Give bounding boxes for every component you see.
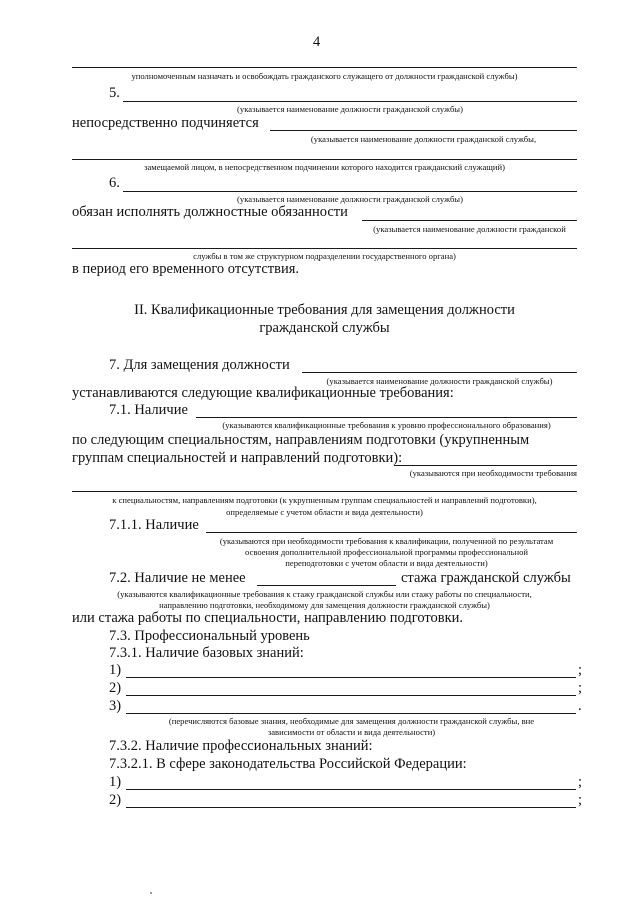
paragraph-text: 7.3.1. Наличие базовых знаний: <box>109 645 304 661</box>
paragraph-text: или стажа работы по специальности, направлению подготовки. <box>72 610 464 626</box>
field-caption: определяемые с учетом области и вида деятельности) <box>226 507 423 517</box>
blank-line[interactable] <box>72 159 577 160</box>
paragraph-text: стажа гражданской службы <box>401 570 571 586</box>
page-number: 4 <box>313 34 321 50</box>
list-number: 2) <box>109 680 122 696</box>
list-number: 1) <box>109 662 122 678</box>
list-punctuation: ; <box>578 680 583 696</box>
blank-line[interactable] <box>206 532 577 533</box>
section-heading: II. Квалификационные требования для замещения должности <box>134 302 515 318</box>
item-number: 6. <box>109 175 120 191</box>
blank-line[interactable] <box>72 67 577 68</box>
blank-line[interactable] <box>126 789 576 790</box>
paragraph-text: устанавливаются следующие квалификационные требования: <box>72 385 454 401</box>
blank-line[interactable] <box>126 807 576 808</box>
field-caption: (указывается наименование должности гражданской <box>373 224 566 234</box>
paragraph-text: обязан исполнять должностные обязанности <box>72 204 348 220</box>
blank-line[interactable] <box>302 372 577 373</box>
field-caption: (указываются при необходимости требования к квалификации, полученной по результатам <box>219 536 554 546</box>
blank-line[interactable] <box>72 248 577 249</box>
blank-line[interactable] <box>270 130 577 131</box>
blank-line[interactable] <box>196 417 577 418</box>
list-number: 3) <box>109 698 122 714</box>
field-caption: (указываются квалификационные требования к стажу гражданской службы или стажу работы по специальности, <box>117 589 532 599</box>
field-caption: уполномоченным назначать и освобождать гражданского служащего от должности гражданской службы) <box>131 71 518 81</box>
item-number: 5. <box>109 85 120 101</box>
paragraph-text: 7.1.1. Наличие <box>109 517 199 533</box>
list-punctuation: ; <box>578 792 583 808</box>
field-caption: замещаемой лицом, в непосредственном подчинении которого находится гражданский служащий) <box>144 162 505 172</box>
field-caption: (указываются при необходимости требования <box>409 468 577 478</box>
list-punctuation: . <box>578 698 582 714</box>
list-number: 2) <box>109 792 122 808</box>
list-number: 1) <box>109 774 122 790</box>
blank-line[interactable] <box>123 101 577 102</box>
blank-line[interactable] <box>126 677 576 678</box>
field-caption: (указываются квалификационные требования к уровню профессионального образования) <box>222 420 551 430</box>
list-punctuation: ; <box>578 662 583 678</box>
blank-line[interactable] <box>72 491 577 492</box>
paragraph-text: группам специальностей и направлений подготовки): <box>72 450 403 466</box>
paragraph-text: 7.3.2. Наличие профессиональных знаний: <box>109 738 373 754</box>
blank-line[interactable] <box>123 191 577 192</box>
field-caption: переподготовки с учетом области и вида деятельности) <box>285 558 488 568</box>
blank-line[interactable] <box>257 585 396 586</box>
paragraph-text: по следующим специальностям, направлениям подготовки (укрупненным <box>72 432 530 448</box>
list-punctuation: ; <box>578 774 583 790</box>
field-caption: (указывается наименование должности гражданской службы, <box>310 134 537 144</box>
field-caption: освоения дополнительной профессиональной программы профессиональной <box>245 547 528 557</box>
blank-line[interactable] <box>394 465 577 466</box>
paragraph-text: 7.1. Наличие <box>109 402 188 418</box>
blank-line[interactable] <box>362 220 577 221</box>
blank-line[interactable] <box>126 695 576 696</box>
field-caption: зависимости от области и вида деятельности) <box>267 727 436 737</box>
paragraph-text: непосредственно подчиняется <box>72 115 259 131</box>
paragraph-text: в период его временного отсутствия. <box>72 261 300 277</box>
blank-line[interactable] <box>126 713 576 714</box>
field-caption: службы в том же структурном подразделении государственного органа) <box>193 251 456 261</box>
field-caption: (указывается наименование должности гражданской службы) <box>326 376 553 386</box>
paragraph-text: 7.3. Профессиональный уровень <box>109 628 310 644</box>
field-caption: направлению подготовки, необходимому для замещения должности гражданской службы) <box>159 600 490 610</box>
section-heading: гражданской службы <box>259 320 390 336</box>
field-caption: (перечисляются базовые знания, необходимые для замещения должности гражданской службы, вне <box>168 716 535 726</box>
scan-speck <box>150 892 152 894</box>
field-caption: (указывается наименование должности гражданской службы) <box>237 194 463 204</box>
field-caption: к специальностям, направлениям подготовки (к укрупненным группам специальностей и направлений подготовки), <box>112 495 537 505</box>
paragraph-text: 7.3.2.1. В сфере законодательства Российской Федерации: <box>109 756 467 772</box>
paragraph-text: 7. Для замещения должности <box>109 357 290 373</box>
paragraph-text: 7.2. Наличие не менее <box>109 570 246 586</box>
field-caption: (указывается наименование должности гражданской службы) <box>237 104 463 114</box>
